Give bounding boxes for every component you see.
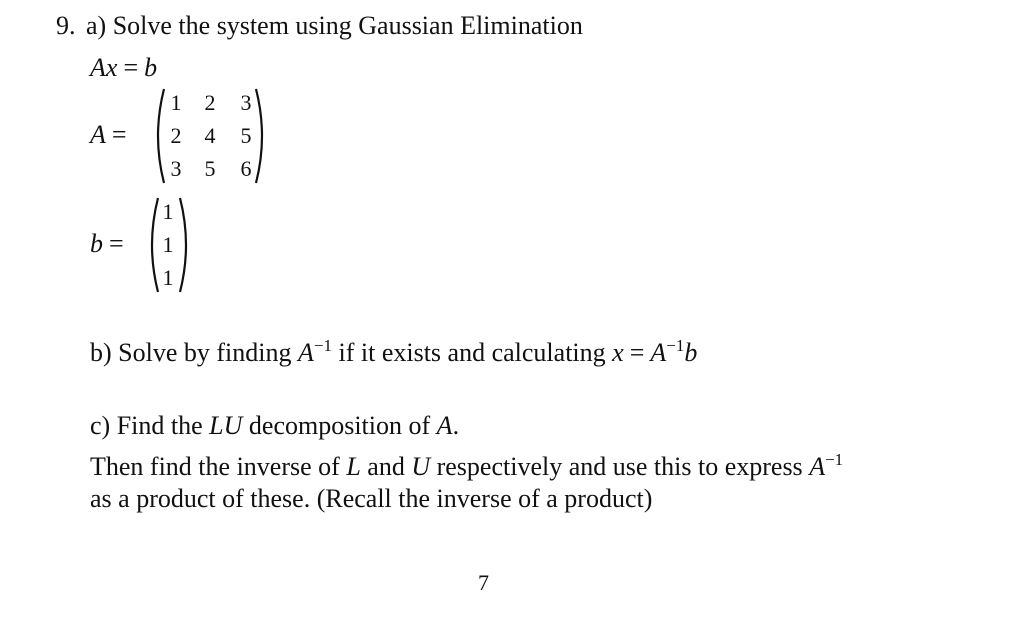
part-b-text1: Solve by finding: [118, 338, 292, 367]
matrix-a-cell: 5: [240, 123, 252, 148]
part-b-inverse-exponent: −1: [313, 336, 332, 355]
part-b-A2: A: [650, 338, 667, 367]
part-b-x: x: [612, 338, 624, 367]
matrix-a-cell: 5: [204, 156, 216, 181]
eq-b: b: [144, 53, 158, 82]
part-c-text2: decomposition of: [248, 411, 431, 440]
part-b-A: A: [298, 338, 314, 367]
part-c-period: .: [452, 411, 460, 440]
part-c-line2: [90, 450, 844, 481]
matrix-a: [150, 87, 270, 185]
part-c-U: U: [411, 452, 431, 481]
matrix-a-cell: 2: [170, 123, 182, 148]
right-paren-icon: [254, 87, 270, 185]
vector-b-cell: 1: [162, 199, 174, 224]
part-c-line1: [90, 413, 459, 439]
matrix-a-cell: 3: [240, 90, 252, 115]
part-c-line3: as a product of these. (Recall the inverse of a product): [90, 484, 653, 513]
eq-equals: =: [123, 53, 139, 82]
page-number: 7: [478, 570, 489, 595]
matrix-a-name: A: [90, 120, 106, 149]
part-c-label: c): [90, 411, 111, 440]
part-b: [90, 336, 698, 367]
part-c-line2-text1: Then find the inverse of: [90, 452, 340, 481]
matrix-a-cell: 6: [240, 156, 252, 181]
matrix-a-cell: 3: [170, 156, 182, 181]
part-b-text2: if it exists and calculating: [338, 338, 606, 367]
part-c-text1: Find the: [116, 411, 203, 440]
part-b-b: b: [684, 338, 698, 367]
part-c-inverse-exponent: −1: [825, 450, 844, 469]
matrix-a-cell: 1: [170, 90, 182, 115]
part-a-label: a): [86, 11, 107, 40]
matrix-a-label: [90, 122, 133, 148]
part-c-L: L: [346, 452, 361, 481]
eq-A: A: [90, 53, 106, 82]
part-c-and: and: [367, 452, 405, 481]
left-paren-icon: [150, 87, 166, 185]
vector-b-label: [90, 231, 130, 257]
problem-heading: [56, 13, 583, 39]
part-c-LU: LU: [209, 411, 243, 440]
matrix-a-cell: 4: [204, 123, 216, 148]
vector-b-cell: 1: [162, 232, 174, 257]
problem-number: 9.: [56, 11, 76, 40]
part-b-inverse-exponent-2: −1: [666, 336, 685, 355]
matrix-a-equals: =: [111, 120, 127, 149]
vector-b-name: b: [90, 229, 103, 258]
part-b-label: b): [90, 338, 112, 367]
part-c-A2: A: [809, 452, 826, 481]
right-paren-icon: [178, 196, 194, 294]
matrix-a-cell: 2: [204, 90, 216, 115]
vector-b-cell: 1: [162, 265, 174, 290]
part-c-A: A: [436, 411, 453, 440]
part-a-text: Solve the system using Gaussian Elimination: [112, 11, 583, 40]
equation-ax-b: [90, 55, 157, 81]
eq-x: x: [105, 53, 118, 82]
part-b-equals: =: [629, 338, 645, 367]
part-c-line2-text2: respectively and use this to express: [436, 452, 803, 481]
vector-b: [144, 196, 196, 294]
vector-b-equals: =: [109, 229, 124, 258]
